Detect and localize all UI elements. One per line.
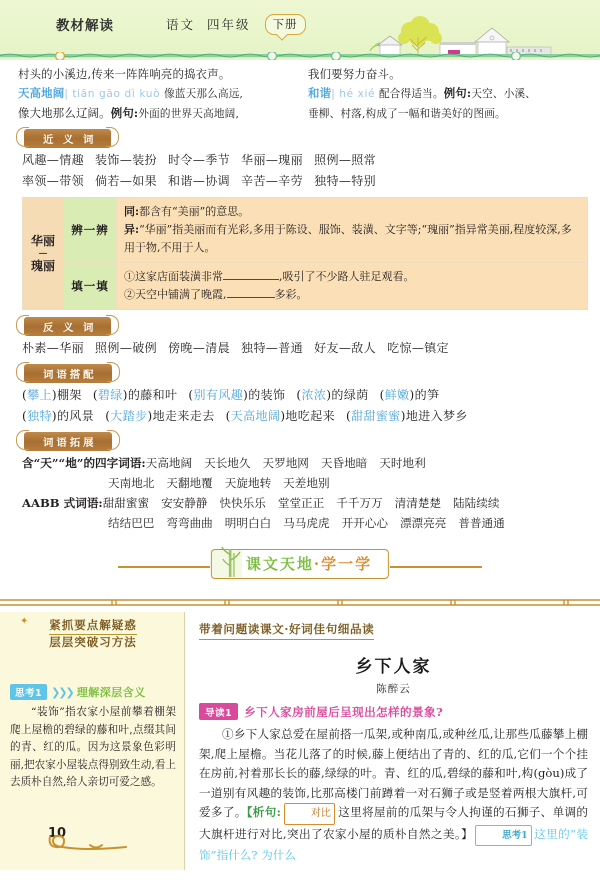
right-entry-hexie: 和谐| hé xié 配合得适当。例句:天空、小溪、 — [308, 86, 537, 100]
chevron-right-icon: ❯❯❯ — [51, 685, 73, 699]
section-label-synonyms: 近 义 词 — [24, 129, 111, 148]
vocabulary-section — [0, 60, 600, 533]
banner-rule-left — [118, 566, 210, 568]
left-line-3: 像大地那么辽阔。例句:外面的世界天高地阔, — [18, 106, 240, 120]
note-title: 理解深层含义 — [76, 686, 146, 699]
banner-dot: · — [313, 555, 322, 573]
banner-box — [211, 549, 389, 579]
annotation-text: 这里将屋前的瓜架与令人拘谨的石狮子、单调的大旗杆进行对比,突出了农家小屋的质朴自然之美。】 — [199, 805, 588, 841]
banner-text-2: 学一学 — [321, 555, 373, 573]
compare-table — [22, 197, 588, 310]
entry-word: 和谐 — [308, 86, 332, 100]
lesson-section — [0, 593, 600, 883]
entry-pinyin: hé xié — [339, 88, 376, 100]
expansion-group-aabb-row1: AABB 式词语:甜甜蜜蜜 安安静静 快快乐乐 堂堂正正 千千万万 清清楚楚 陆陆续续 — [22, 496, 500, 510]
blank-input[interactable] — [227, 297, 275, 298]
blank-input[interactable] — [223, 279, 279, 280]
header-subject: 语文 — [166, 17, 196, 32]
expansion-group-tiandi-row2: 天南地北 天翻地覆 天旋地转 天差地别 — [108, 476, 330, 490]
entry-definition: 像蓝天那么高远, — [163, 88, 244, 100]
antonym-row: 朴素—华丽 照例—破例 傍晚—清晨 独特—普通 好友—敌人 吃惊—镇定 — [22, 341, 450, 355]
compare-kind-tianyitian: 填一填 — [64, 263, 117, 310]
paragraph-number: ① — [222, 727, 234, 741]
think-badge: 思考1 — [10, 684, 47, 700]
right-text-column — [308, 65, 582, 124]
left-entry-tiangaodikuo: 天高地阔| tiān gāo dì kuò 像蓝天那么高远, — [18, 86, 244, 100]
collocation-row: (攀上)棚架 (碧绿)的藤和叶 (别有风趣)的装饰 (浓浓)的绿荫 (鲜嫩)的笋 — [22, 388, 440, 402]
annotation-tag: 对比 — [284, 803, 335, 825]
left-line-1: 村头的小溪边,传来一阵阵响亮的捣衣声。 — [18, 67, 231, 81]
synonym-row: 率领—带领 倘若—如果 和谐—协调 辛苦—辛劳 独特—特别 — [22, 174, 377, 188]
article-author: 陈醉云 — [376, 683, 411, 695]
page-header — [0, 0, 600, 60]
expansion-group-aabb-row2: 结结巴巴 弯弯曲曲 明明白白 马马虎虎 开开心心 漂漂亮亮 普普通通 — [108, 516, 505, 530]
entry-word: 天高地阔 — [18, 86, 65, 100]
section-label-antonyms: 反 义 词 — [24, 317, 111, 336]
inline-think-question: 这里的“装饰”指什么? 为什么 — [199, 826, 588, 862]
header-grade: 四年级 — [207, 17, 251, 32]
header-title: 教材解读 — [56, 18, 114, 34]
banner-rule-right — [390, 566, 482, 568]
compare-body-tianyitian — [117, 263, 588, 310]
synonym-row: 风趣—情趣 装饰—装扮 时令—季节 华丽—瑰丽 照例—照常 — [22, 153, 377, 167]
bamboo-icon — [220, 545, 242, 579]
article-paragraph — [199, 725, 588, 866]
table-row — [23, 263, 588, 310]
entry-definition: 配合得适当。 — [378, 88, 444, 100]
compare-body-bianyibian: 同:都含有“美丽”的意思。 异:“华丽”指美丽而有光彩,多用于陈设、服饰、装潢、文字等;“瑰丽”指异常美丽,程度较深,多用于物,不用于人。 — [117, 198, 588, 263]
inline-think-badge: 思考1 — [475, 825, 532, 847]
expansion-group-tiandi-row1: 含“天”“地”的四字词语:天高地阔 天长地久 天罗地网 天昏地暗 天时地利 — [22, 456, 426, 470]
collocation-row: (独特)的风景 (大踏步)地走来走去 (天高地阔)地吃起来 (甜甜蜜蜜)地进入梦乡 — [22, 409, 468, 423]
table-row — [23, 198, 588, 263]
section-banner — [0, 543, 600, 589]
paragraph-text: 乡下人家总爱在屋前搭一瓜架,或种南瓜,或种丝瓜,让那些瓜藤攀上棚架,爬上屋檐。当花儿落了的时候,藤上便结出了青的、红的瓜,它们一个个挂在房前,衬着那长长的藤,绿绿的叶。青、红的瓜,碧绿的藤和叶,构(gòu)成了一道别有风趣的装饰,比那高楼门前蹲着一对石狮子或是竖着两根大旗杆,可爱多了。 — [199, 727, 588, 819]
section-label-collocation: 词语搭配 — [24, 364, 112, 383]
fill-blank-item: ①这家店面装潢非常 ,吸引了不少路人驻足观看。 — [124, 270, 415, 283]
entry-pinyin: tiān gāo dì kuò — [72, 88, 161, 100]
note-think-row — [10, 684, 176, 700]
banner-text-1: 课文天地 — [245, 555, 314, 573]
page-number-flourish-icon — [48, 825, 158, 857]
annotation-open: 【析句: — [246, 805, 281, 819]
gold-double-rule — [0, 598, 600, 608]
fill-blank-item: ②天空中铺满了晚霞, 多彩。 — [124, 288, 308, 301]
sparkle-icon: ✦ — [20, 616, 29, 627]
compare-word-pair: 华丽 — 瑰丽 — [23, 198, 64, 310]
guide-question-row — [199, 703, 588, 720]
article-title: 乡下人家 — [355, 657, 432, 677]
guide-badge: 导读1 — [199, 703, 238, 720]
section-label-expansion: 词语拓展 — [24, 432, 112, 451]
compare-kind-bianyibian: 辨一辨 — [64, 198, 117, 263]
guide-question: 乡下人家房前屋后呈现出怎样的景象? — [244, 704, 444, 719]
note-heading: 紧抓要点解疑惑 层层突破习方法 — [49, 618, 137, 649]
header-volume-badge: 下册 — [265, 14, 306, 35]
right-line-3: 垂柳、村落,构成了一幅和谐美好的图画。 — [308, 108, 506, 120]
lesson-main-panel — [185, 612, 600, 870]
right-line-1: 我们要努力奋斗。 — [308, 67, 401, 81]
lesson-main-heading: 带着问题读课文·好词佳句细品读 — [199, 621, 374, 640]
left-text-column — [18, 65, 292, 124]
note-paragraph: “装饰”指农家小屋前攀着棚架爬上屋檐的碧绿的藤和叶,点缀其间的青、红的瓜。因为这景象色彩明丽,把农家小屋装点得别致生动,看上去质朴自然,给人亲切可爱之感。 — [10, 706, 176, 788]
page-number: 10 — [48, 826, 67, 841]
header-divider-beads — [0, 52, 600, 60]
